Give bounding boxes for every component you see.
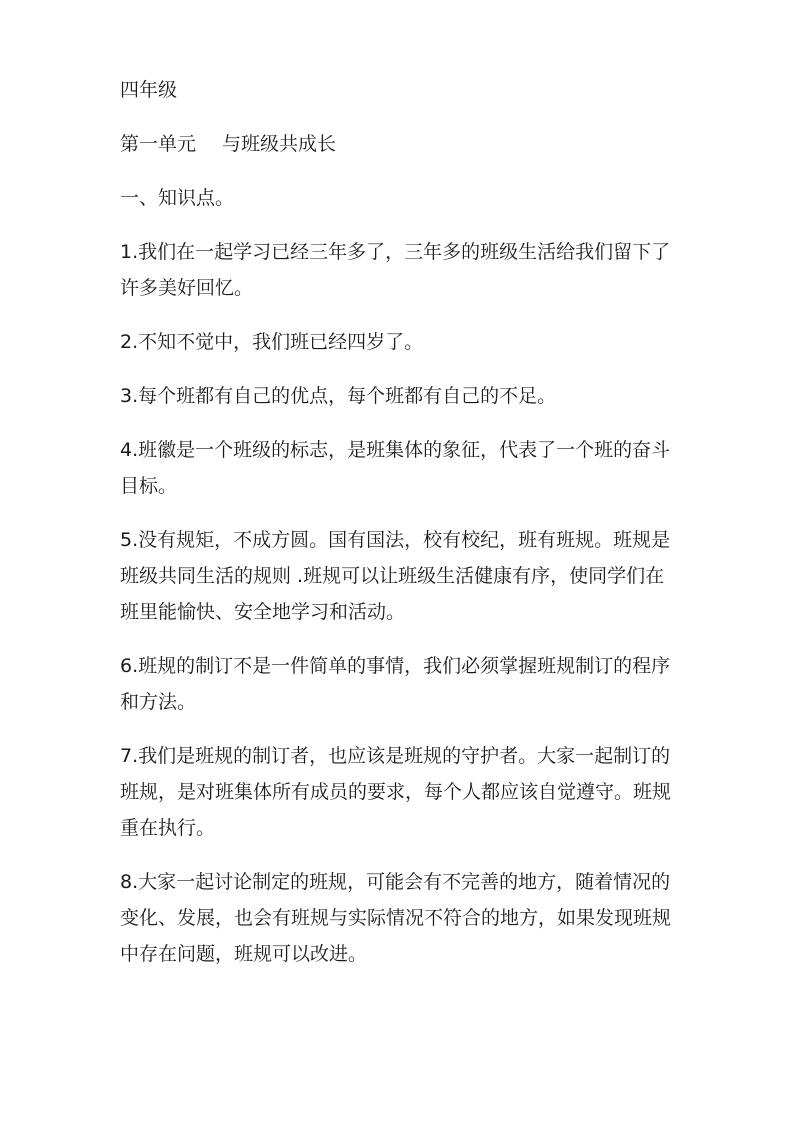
knowledge-point-5: 5.没有规矩，不成方圆。国有国法，校有校纪，班有班规。班规是班级共同生活的规则 .班规可以让班级生活健康有序，使同学们在班里能愉快、安全地学习和活动。 (120, 529, 671, 623)
unit-title (120, 126, 680, 162)
knowledge-point-8: 8.大家一起讨论制定的班规，可能会有不完善的地方，随着情况的变化、发展，也会有班规与实际情况不符合的地方，如果发现班规中存在问题，班规可以改进。 (120, 871, 672, 965)
grade-title: 四年级 (120, 79, 178, 101)
knowledge-point-3: 3.每个班都有自己的优点，每个班都有自己的不足。 (120, 385, 557, 407)
knowledge-point-1: 1.我们在一起学习已经三年多了，三年多的班级生活给我们留下了许多美好回忆。 (120, 241, 671, 299)
knowledge-point-7: 7.我们是班规的制订者，也应该是班规的守护者。大家一起制订的班规，是对班集体所有成员的要求，每个人都应该自觉遵守。班规重在执行。 (120, 745, 672, 839)
knowledge-point-4: 4.班徽是一个班级的标志，是班集体的象征，代表了一个班的奋斗目标。 (120, 439, 671, 497)
unit-label: 第一单元 (120, 133, 197, 155)
knowledge-point-6: 6.班规的制订不是一件简单的事情，我们必须掌握班规制订的程序和方法。 (120, 655, 671, 713)
unit-name: 与班级共成长 (222, 133, 337, 155)
section-heading: 一、知识点。 (120, 187, 235, 209)
knowledge-point-2: 2.不知不觉中，我们班已经四岁了。 (120, 331, 424, 353)
document-body (120, 72, 680, 990)
